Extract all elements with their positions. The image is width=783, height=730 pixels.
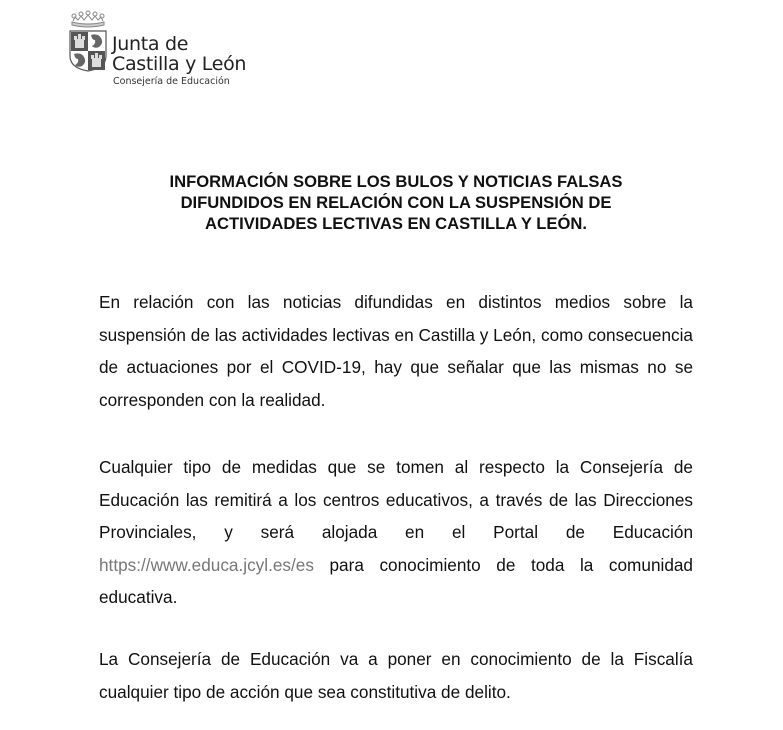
logo-line-2: Castilla y León (112, 53, 247, 75)
paragraph-2 (99, 451, 693, 614)
logo-subtitle: Consejería de Educación (113, 76, 230, 87)
coat-of-arms-icon (68, 10, 108, 72)
paragraph-3: La Consejería de Educación va a poner en conocimiento de la Fiscalía cualquier tipo de acción que sea constitutiva de delito. (99, 649, 693, 702)
paragraph-1: En relación con las noticias difundidas en distintos medios sobre la suspensión de las actividades lectivas en Castilla y León, como consecuencia de actuaciones por el COVID-19, hay que señalar que las mismas no se corresponden con la realidad. (99, 292, 693, 410)
paragraph-2-text-after: para conocimiento de toda la comunidad educativa. (99, 554, 693, 607)
portal-link[interactable]: https://www.educa.jcyl.es/es (99, 554, 314, 575)
logo-text (112, 34, 246, 87)
logo-line-1: Junta de (112, 33, 189, 55)
paragraph-2-text-before: Cualquier tipo de medidas que se tomen al respecto la Consejería de Educación las remitirá a los centros educativos, a través de las Direcciones Provinciales, y será alojada en el Portal de Educación (99, 457, 693, 542)
title-line-1: INFORMACIÓN SOBRE LOS BULOS Y NOTICIAS FALSAS (169, 172, 623, 191)
title-line-2: DIFUNDIDOS EN RELACIÓN CON LA SUSPENSIÓN DE (180, 193, 612, 212)
title-line-3: ACTIVIDADES LECTIVAS EN CASTILLA Y LEÓN. (205, 214, 587, 233)
document-title (100, 171, 692, 234)
